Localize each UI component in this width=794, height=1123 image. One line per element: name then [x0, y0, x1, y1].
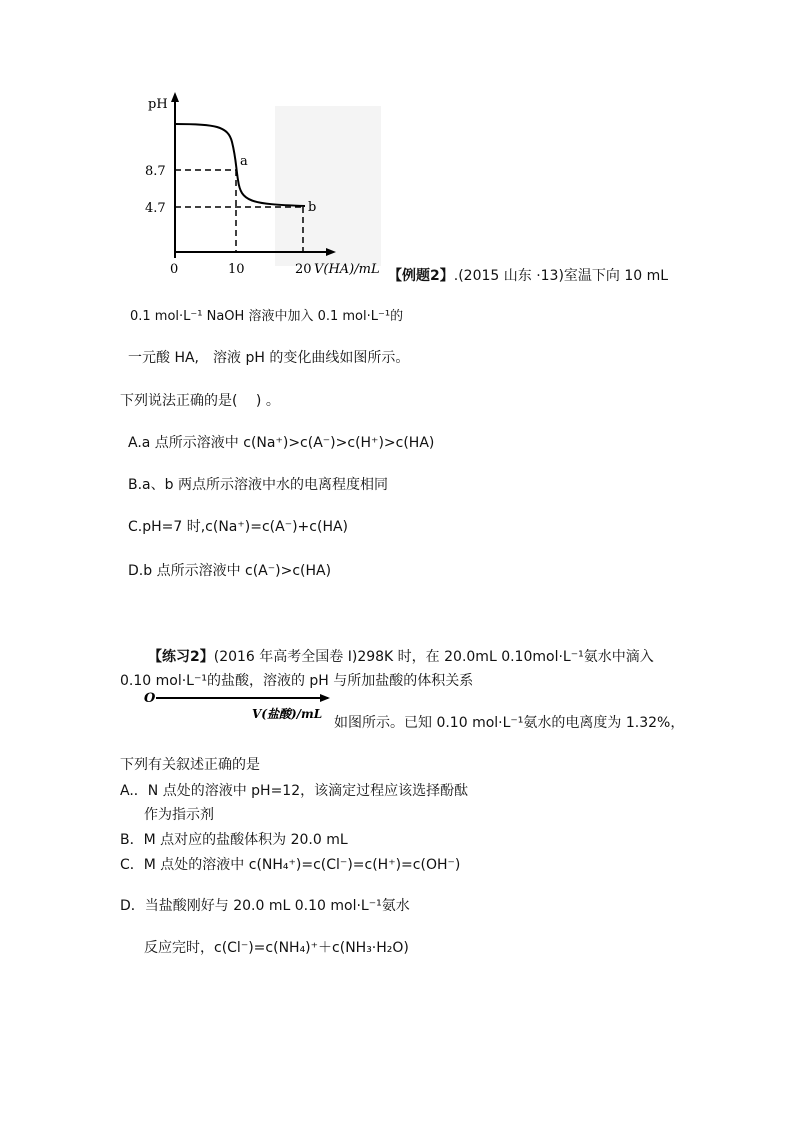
- example2-line2: 0.1 mol·L⁻¹ NaOH 溶液中加入 0.1 mol·L⁻¹的: [130, 309, 404, 324]
- example2-option-c: C.pH=7 时,c(Na⁺)=c(A⁻)+c(HA): [128, 519, 349, 535]
- example2-heading-line: [388, 265, 668, 285]
- point-b-label: b: [308, 200, 317, 215]
- practice2-option-a-line1: A.．N 点处的溶液中 pH=12，该滴定过程应该选择酚酞: [120, 783, 469, 799]
- x-axis-label: V(HA)/mL: [314, 262, 380, 277]
- practice2-line2: 0.10 mol·L⁻¹的盐酸，溶液的 pH 与所加盐酸的体积关系: [120, 673, 474, 689]
- practice2-option-b: B．M 点对应的盐酸体积为 20.0 mL: [120, 832, 348, 848]
- hcl-axis-label: V(盐酸)/mL: [252, 707, 323, 721]
- practice2-line1: (2016 年高考全国卷 Ⅰ)298K 时，在 20.0mL 0.10mol·L⁻¹氨水中滴入: [213, 649, 654, 665]
- hcl-axis-arrow: [320, 694, 330, 702]
- y-axis-arrow: [171, 92, 179, 102]
- practice2-heading: 【练习2】: [148, 649, 214, 665]
- titration-curve-figure: [140, 88, 390, 278]
- example2-option-d: D.b 点所示溶液中 c(A⁻)>c(HA): [128, 563, 332, 579]
- tick-4-7: 4.7: [145, 201, 166, 216]
- practice2-option-a-line2: 作为指示剂: [144, 807, 214, 823]
- tick-0: 0: [170, 262, 179, 277]
- example2-option-a: A.a 点所示溶液中 c(Na⁺)>c(A⁻)>c(H⁺)>c(HA): [128, 435, 435, 451]
- tick-8-7: 8.7: [145, 164, 166, 179]
- practice2-question: 下列有关叙述正确的是: [120, 757, 260, 773]
- y-axis-label: pH: [148, 97, 168, 112]
- practice2-option-c: C．M 点处的溶液中 c(NH₄⁺)=c(Cl⁻)=c(H⁺)=c(OH⁻): [120, 857, 461, 873]
- practice2-option-d-line2: 反应完时，c(Cl⁻)=c(NH₄)⁺＋c(NH₃·H₂O): [144, 940, 409, 956]
- tick-20: 20: [295, 262, 312, 277]
- example2-heading: 【例题2】: [388, 268, 454, 284]
- example2-line1: .(2015 山东 ·13)室温下向 10 mL: [453, 268, 669, 284]
- tick-10: 10: [228, 262, 245, 277]
- hcl-axis-figure: [120, 688, 332, 722]
- example2-line3: 一元酸 HA, 溶液 pH 的变化曲线如图所示。: [128, 350, 410, 366]
- origin-label: O: [144, 691, 156, 706]
- practice2-heading-line: [148, 646, 654, 666]
- example2-option-b: B.a、b 两点所示溶液中水的电离程度相同: [128, 477, 388, 493]
- example2-question: 下列说法正确的是( ) 。: [120, 393, 280, 409]
- practice2-line3: 如图所示。已知 0.10 mol·L⁻¹氨水的电离度为 1.32%，: [334, 715, 685, 731]
- practice2-option-d-line1: D．当盐酸刚好与 20.0 mL 0.10 mol·L⁻¹氨水: [120, 898, 410, 914]
- point-a-label: a: [240, 154, 248, 169]
- figure-background: [275, 106, 381, 266]
